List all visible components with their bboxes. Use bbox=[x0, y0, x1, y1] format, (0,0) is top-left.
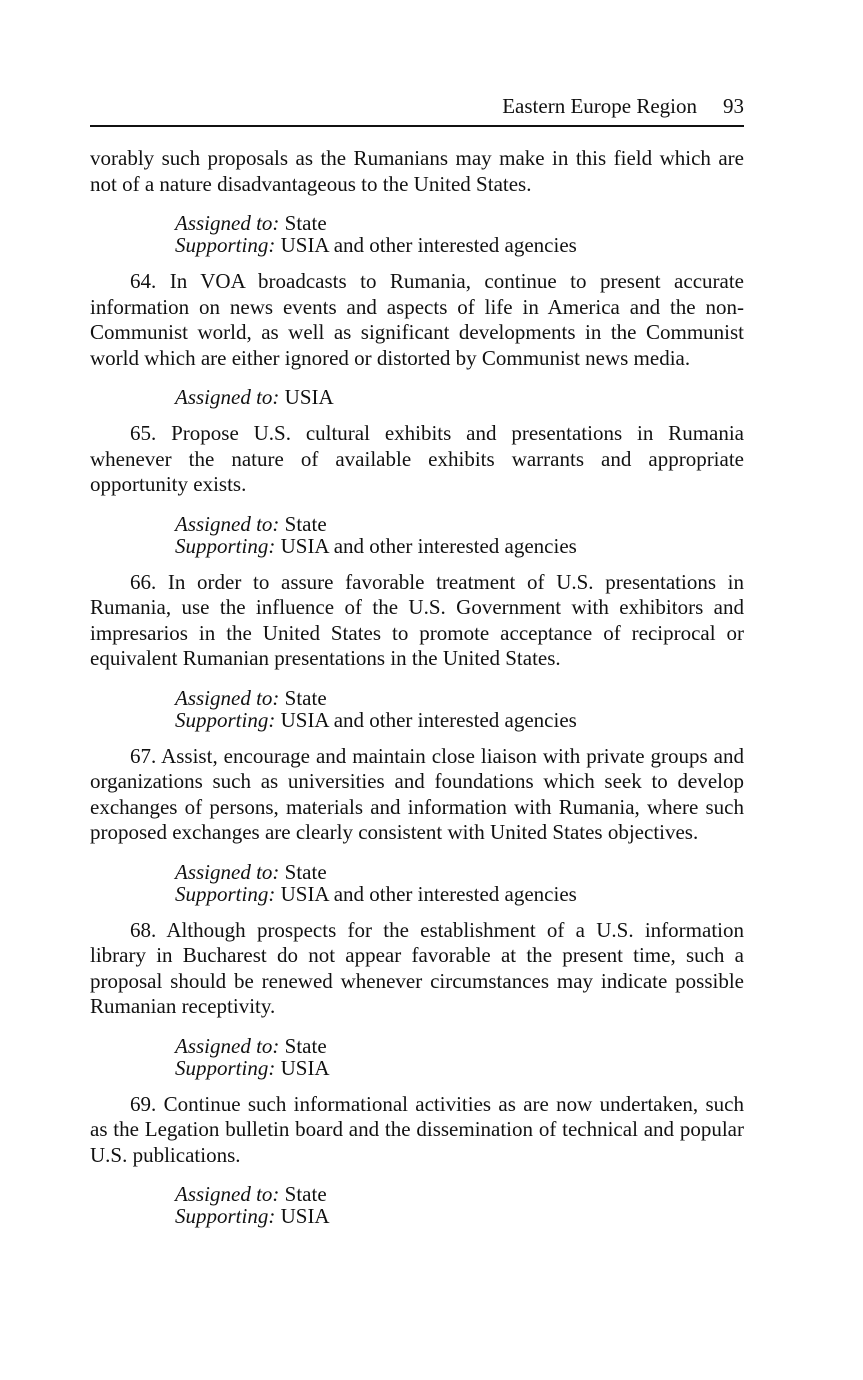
assigned-value: State bbox=[284, 511, 327, 536]
assigned-label: Assigned to: bbox=[175, 685, 280, 710]
supporting-value: USIA and other interested agencies bbox=[280, 881, 577, 906]
supporting-value: USIA and other interested agencies bbox=[280, 233, 577, 257]
paragraph-67: 67. Assist, encourage and maintain close liaison with private groups and organizations such as universities and foundations which seek to develop exchanges of persons, materials and information with Rumania, where such proposed exchanges are clearly consistent with United States objectives. bbox=[90, 743, 744, 844]
assignment-block bbox=[175, 1183, 744, 1227]
running-header bbox=[90, 93, 744, 127]
paragraph-64: 64. In VOA broadcasts to Rumania, continue to present accurate information on news events and aspects of life in America and the non-Communist world, as well as significant developments in the Communist world which are either ignored or distorted by Communist news media. bbox=[90, 269, 744, 370]
assigned-value: State bbox=[284, 685, 327, 710]
supporting-label: Supporting: bbox=[175, 533, 276, 558]
supporting-label: Supporting: bbox=[175, 707, 276, 732]
assigned-value: State bbox=[284, 1182, 327, 1206]
supporting-line bbox=[175, 535, 744, 557]
assigned-label: Assigned to: bbox=[175, 211, 280, 235]
supporting-label: Supporting: bbox=[175, 1055, 276, 1080]
assignment-block bbox=[175, 212, 744, 256]
supporting-line bbox=[175, 883, 744, 905]
paragraph-65: 65. Propose U.S. cultural exhibits and presentations in Rumania whenever the nature of available exhibits warrants and appropriate opportunity exists. bbox=[90, 421, 744, 496]
page-number: 93 bbox=[723, 94, 744, 118]
assigned-line bbox=[175, 513, 744, 535]
assigned-line bbox=[175, 212, 744, 234]
running-title: Eastern Europe Region bbox=[502, 94, 697, 118]
assignment-block bbox=[175, 687, 744, 731]
assigned-value: State bbox=[284, 859, 327, 884]
supporting-line bbox=[175, 709, 744, 731]
paragraph-68: 68. Although prospects for the establishment of a U.S. information library in Bucharest do not appear favorable at the present time, such a proposal should be renewed whenever circumstances may indicate possible Rumanian receptivity. bbox=[90, 917, 744, 1018]
supporting-label: Supporting: bbox=[175, 233, 276, 257]
supporting-line bbox=[175, 1205, 744, 1227]
paragraph-66: 66. In order to assure favorable treatment of U.S. presentations in Rumania, use the influence of the U.S. Government with exhibitors and impresarios in the United States to promote acceptance of reciprocal or equivalent Rumanian presentations in the United States. bbox=[90, 569, 744, 670]
paragraph-69: 69. Continue such informational activities as are now undertaken, such as the Legation bulletin board and the dissemination of technical and popular U.S. publications. bbox=[90, 1091, 744, 1167]
assigned-value: USIA bbox=[284, 385, 334, 409]
assigned-label: Assigned to: bbox=[175, 1033, 280, 1058]
assigned-value: State bbox=[284, 211, 327, 235]
supporting-label: Supporting: bbox=[175, 1204, 276, 1228]
supporting-value: USIA and other interested agencies bbox=[280, 533, 577, 558]
supporting-line bbox=[175, 234, 744, 256]
supporting-label: Supporting: bbox=[175, 881, 276, 906]
assigned-value: State bbox=[284, 1033, 327, 1058]
assigned-label: Assigned to: bbox=[175, 859, 280, 884]
assigned-line bbox=[175, 687, 744, 709]
supporting-line bbox=[175, 1057, 744, 1079]
assigned-label: Assigned to: bbox=[175, 1182, 280, 1206]
assigned-line bbox=[175, 861, 744, 883]
assigned-line bbox=[175, 1035, 744, 1057]
assignment-block bbox=[175, 513, 744, 557]
assigned-label: Assigned to: bbox=[175, 385, 280, 409]
assignment-block bbox=[175, 386, 744, 408]
assigned-label: Assigned to: bbox=[175, 511, 280, 536]
supporting-value: USIA bbox=[280, 1055, 330, 1080]
supporting-value: USIA bbox=[280, 1204, 330, 1228]
assignment-block bbox=[175, 861, 744, 905]
assigned-line bbox=[175, 1183, 744, 1205]
assigned-line bbox=[175, 386, 744, 408]
supporting-value: USIA and other interested agencies bbox=[280, 707, 577, 732]
page-body bbox=[90, 146, 744, 1240]
paragraph-continued: vorably such proposals as the Rumanians may make in this field which are not of a nature disadvantageous to the United States. bbox=[90, 146, 744, 196]
assignment-block bbox=[175, 1035, 744, 1079]
